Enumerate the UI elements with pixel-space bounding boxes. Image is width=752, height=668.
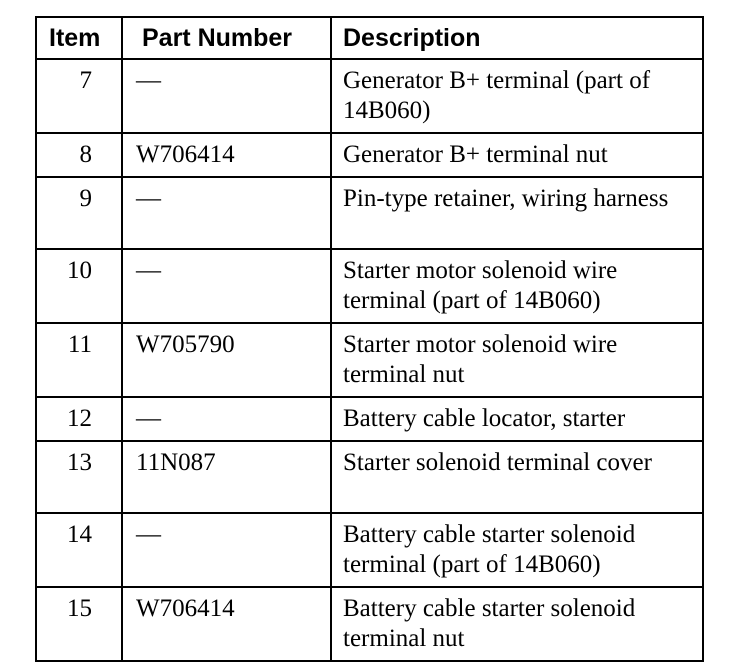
header-part-number: Part Number <box>122 17 331 59</box>
part-number-cell: — <box>122 249 331 323</box>
table-row <box>36 587 703 661</box>
item-cell: 14 <box>36 513 122 587</box>
description-cell: Generator B+ terminal nut <box>331 133 703 177</box>
table-row <box>36 133 703 177</box>
part-number-cell: — <box>122 397 331 441</box>
item-cell: 13 <box>36 441 122 513</box>
header-item: Item <box>36 17 122 59</box>
description-cell: Battery cable starter solenoid terminal nut <box>331 587 703 661</box>
item-cell: 12 <box>36 397 122 441</box>
part-number-cell: — <box>122 59 331 133</box>
item-cell: 10 <box>36 249 122 323</box>
description-cell: Battery cable locator, starter <box>331 397 703 441</box>
part-number-cell: 11N087 <box>122 441 331 513</box>
description-cell: Battery cable starter solenoid terminal (part of 14B060) <box>331 513 703 587</box>
table-row <box>36 177 703 249</box>
item-cell: 11 <box>36 323 122 397</box>
header-row <box>36 17 703 59</box>
table-row <box>36 441 703 513</box>
item-cell: 8 <box>36 133 122 177</box>
table-row <box>36 397 703 441</box>
parts-table <box>35 16 704 662</box>
description-cell: Generator B+ terminal (part of 14B060) <box>331 59 703 133</box>
part-number-cell: — <box>122 513 331 587</box>
description-cell: Pin-type retainer, wiring harness <box>331 177 703 249</box>
item-cell: 15 <box>36 587 122 661</box>
part-number-cell: W705790 <box>122 323 331 397</box>
part-number-cell: W706414 <box>122 587 331 661</box>
description-cell: Starter solenoid terminal cover <box>331 441 703 513</box>
item-cell: 9 <box>36 177 122 249</box>
description-cell: Starter motor solenoid wire terminal nut <box>331 323 703 397</box>
description-cell: Starter motor solenoid wire terminal (part of 14B060) <box>331 249 703 323</box>
part-number-cell: W706414 <box>122 133 331 177</box>
table-row <box>36 249 703 323</box>
header-description: Description <box>331 17 703 59</box>
table-row <box>36 513 703 587</box>
table-row <box>36 59 703 133</box>
item-cell: 7 <box>36 59 122 133</box>
table-row <box>36 323 703 397</box>
part-number-cell: — <box>122 177 331 249</box>
